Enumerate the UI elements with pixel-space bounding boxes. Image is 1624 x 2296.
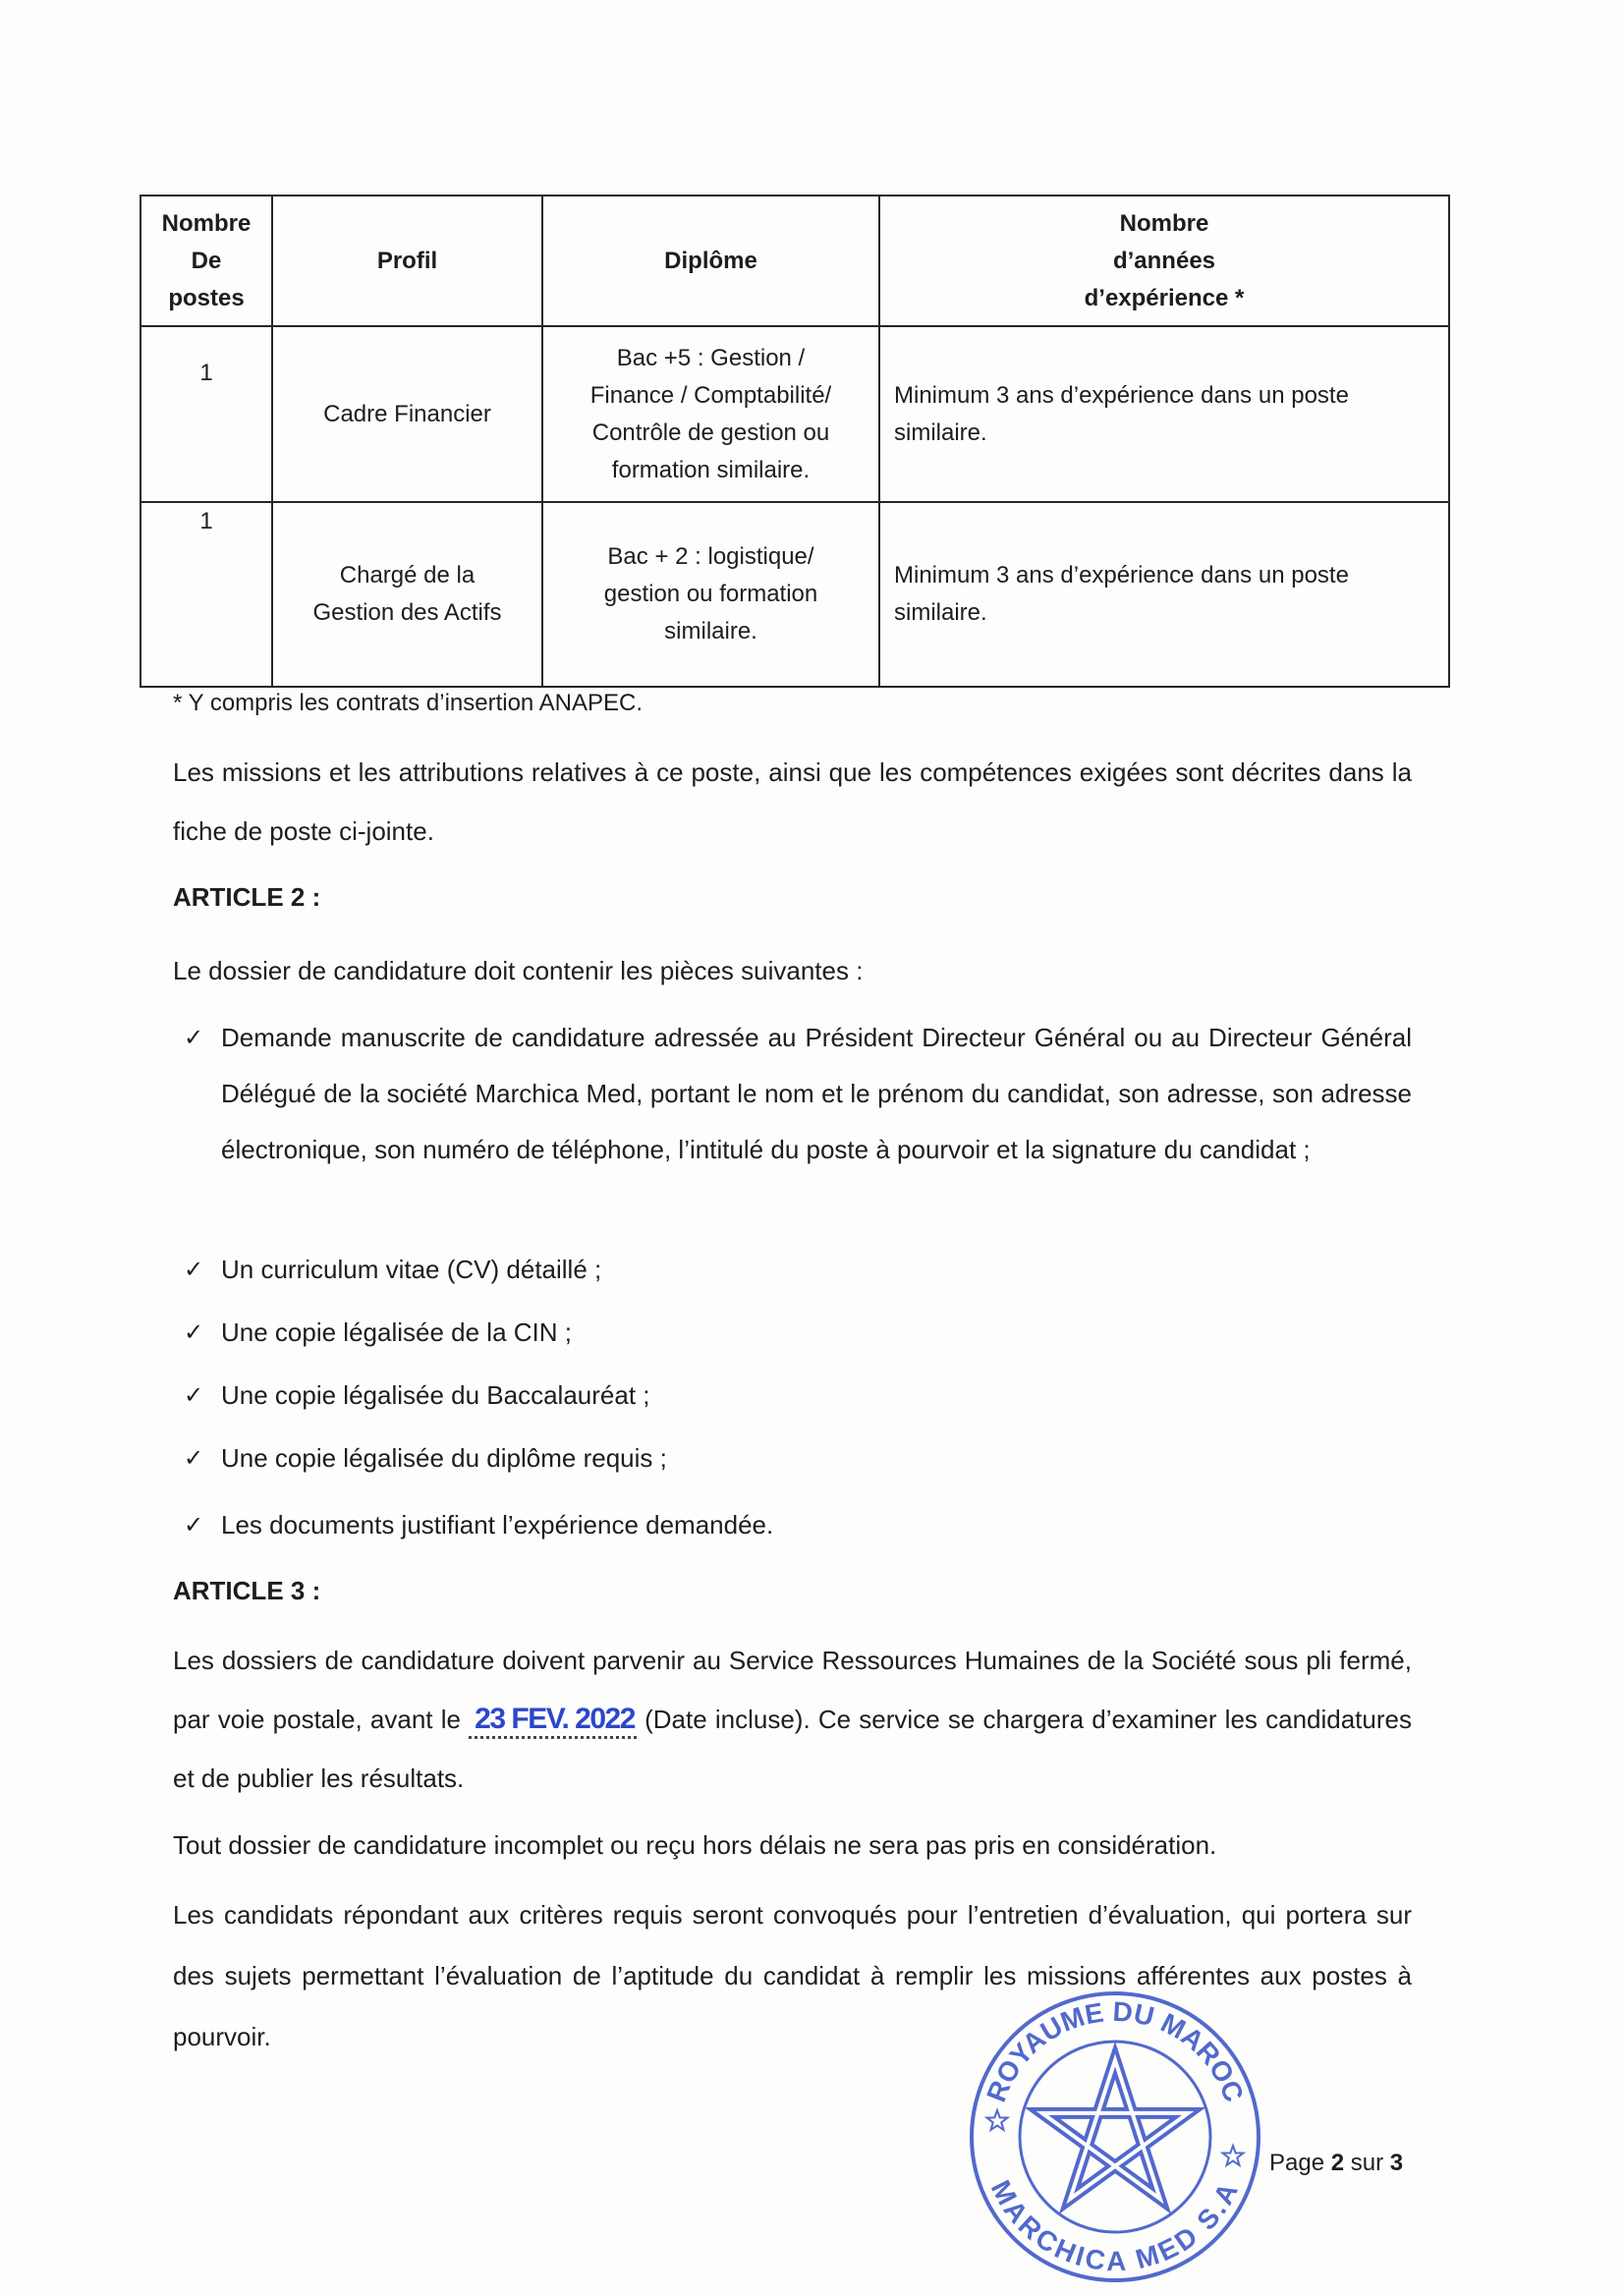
missions-paragraph: Les missions et les attributions relatives à ce poste, ainsi que les compétences exigées sont décrites dans la fiche de poste ci-jointe. [173, 757, 1412, 846]
company-stamp [968, 1989, 1262, 2284]
list-item [184, 1305, 1412, 1361]
check-icon [184, 1430, 221, 1486]
page-separator: sur [1350, 2150, 1384, 2176]
page-number [1269, 2149, 1403, 2178]
star-icon [987, 2110, 1008, 2130]
cell-experience: Minimum 3 ans d’expérience dans un poste similaire. [879, 326, 1449, 502]
header-count: Nombre De postes [140, 196, 272, 326]
list-item-text: Les documents justifiant l’expérience demandée. [221, 1510, 774, 1540]
check-icon [184, 1368, 221, 1424]
check-icon [184, 1242, 221, 1298]
header-diploma: Diplôme [542, 196, 879, 326]
deadline-text-before: Les dossiers de candidature doivent parvenir au Service Ressources Humaines de la Société sous pli fermé, par voie postale, avant le [173, 1646, 1412, 1734]
article-2-heading: ARTICLE 2 : [173, 882, 321, 912]
list-item [184, 1242, 1412, 1298]
deadline-paragraph [173, 1631, 1412, 1808]
stamp-bottom-text-path: MARCHICA MED S.A [984, 2175, 1246, 2277]
list-item [184, 1368, 1412, 1424]
interview-paragraph: Les candidats répondant aux critères requis seront convoqués pour l’entretien d’évaluation, qui portera sur des sujets permettant l’évaluation de l’aptitude du candidat à remplir les missions afférentes aux postes à pourvoir. [173, 1900, 1412, 2051]
incomplete-file-paragraph: Tout dossier de candidature incomplet ou reçu hors délais ne sera pas pris en considération. [173, 1830, 1217, 1860]
page-label: Page [1269, 2150, 1325, 2176]
header-profile: Profil [272, 196, 542, 326]
table-footnote: * Y compris les contrats d’insertion ANAPEC. [173, 690, 643, 716]
article-3-heading: ARTICLE 3 : [173, 1576, 321, 1605]
deadline-text-after: (Date incluse). Ce service se chargera d’examiner les candidatures et de publier les résultats. [173, 1705, 1412, 1793]
cell-diploma: Bac +5 : Gestion / Finance / Comptabilité/ Contrôle de gestion ou formation similaire. [542, 326, 879, 502]
stamp-bottom-text [985, 2175, 1245, 2276]
list-item-text: Une copie légalisée du Baccalauréat ; [221, 1380, 650, 1410]
table-row [140, 326, 1449, 502]
cell-profile: Chargé de la Gestion des Actifs [272, 502, 542, 687]
positions-table [140, 195, 1450, 688]
table-row [140, 502, 1449, 687]
header-experience: Nombre d’années d’expérience * [879, 196, 1449, 326]
list-item [184, 1497, 1412, 1553]
cell-count: 1 [140, 326, 272, 502]
total-pages: 3 [1389, 2150, 1404, 2176]
check-icon [184, 1010, 221, 1178]
list-item-text: Une copie légalisée du diplôme requis ; [221, 1443, 667, 1473]
list-item [184, 1430, 1412, 1486]
list-item [184, 1010, 1412, 1178]
star-icon [1223, 2146, 1244, 2165]
stamp-outer-ring [972, 1993, 1259, 2280]
cell-profile: Cadre Financier [272, 326, 542, 502]
current-page: 2 [1330, 2150, 1345, 2176]
table-header-row [140, 196, 1449, 326]
cell-experience: Minimum 3 ans d’expérience dans un poste similaire. [879, 502, 1449, 687]
check-icon [184, 1497, 221, 1553]
list-item-text: Une copie légalisée de la CIN ; [221, 1317, 572, 1347]
list-item-text: Demande manuscrite de candidature adressée au Président Directeur Général ou au Directeur Général Délégué de la société Marchica Med, portant le nom et le prénom du candidat, son adresse, son adresse électronique, son numéro de téléphone, l’intitulé du poste à pourvoir et la signature du candidat ; [221, 1023, 1412, 1164]
list-item-text: Un curriculum vitae (CV) détaillé ; [221, 1255, 602, 1284]
cell-diploma: Bac + 2 : logistique/ gestion ou formation similaire. [542, 502, 879, 687]
article-2-intro: Le dossier de candidature doit contenir les pièces suivantes : [173, 956, 864, 985]
stamp-top-text-path: ROYAUME DU MAROC [980, 1995, 1250, 2106]
cell-count: 1 [140, 502, 272, 687]
pentagram-star-icon [1042, 2060, 1188, 2199]
date-stamp: 23 FEV. 2022 [469, 1703, 637, 1739]
check-icon [184, 1305, 221, 1361]
